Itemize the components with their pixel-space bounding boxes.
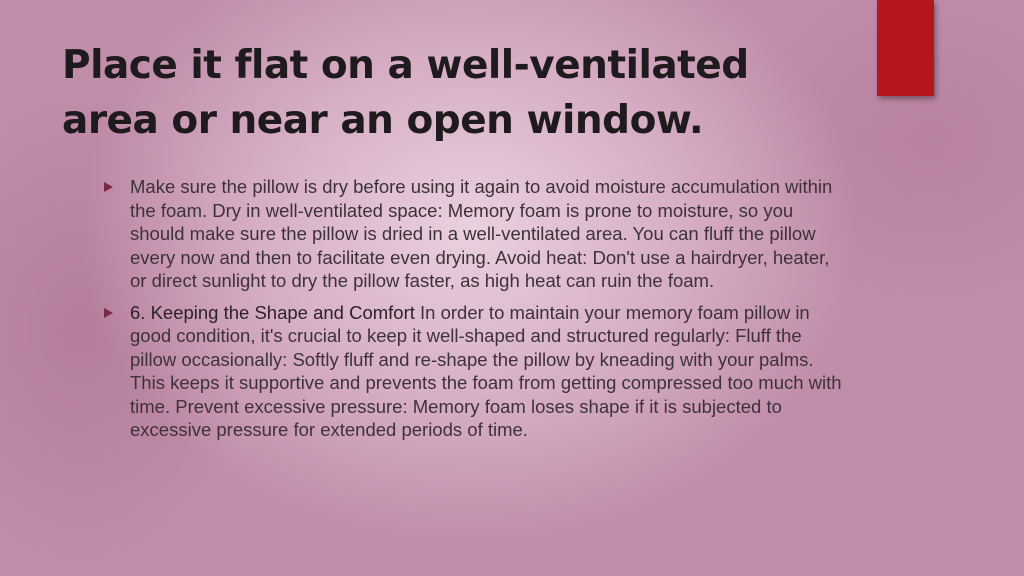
accent-bar [877, 0, 934, 96]
bullet-item [104, 175, 844, 293]
bullet-text: In order to maintain your memory foam pillow in good condition, it's crucial to keep it well-shaped and structured regularly: Fluff the pillow occasionally: Softly fluff and re-shape the pillow by kneading with your palms. This keeps it supportive and prevents the foam from getting compressed too much with time. Prevent excessive pressure: Memory foam loses shape if it is subjected to excessive pressure for extended periods of time. [130, 301, 842, 440]
triangle-bullet-icon [104, 308, 113, 318]
bullet-list [104, 175, 844, 450]
bullet-item [104, 301, 844, 442]
bullet-text: Make sure the pillow is dry before using it again to avoid moisture accumulation within the foam. Dry in well-ventilated space: Memory foam is prone to moisture, so you should make sure the pillow is dried in a well-ventilated area. You can fluff the pillow every now and then to facilitate even drying. Avoid heat: Don't use a hairdryer, heater, or direct sunlight to dry the pillow faster, as high heat can ruin the foam. [130, 176, 833, 291]
slide-title: Place it flat on a well-ventilated area or near an open window. [62, 43, 749, 143]
bullet-heading: 6. Keeping the Shape and Comfort [130, 301, 415, 323]
triangle-bullet-icon [104, 182, 113, 192]
